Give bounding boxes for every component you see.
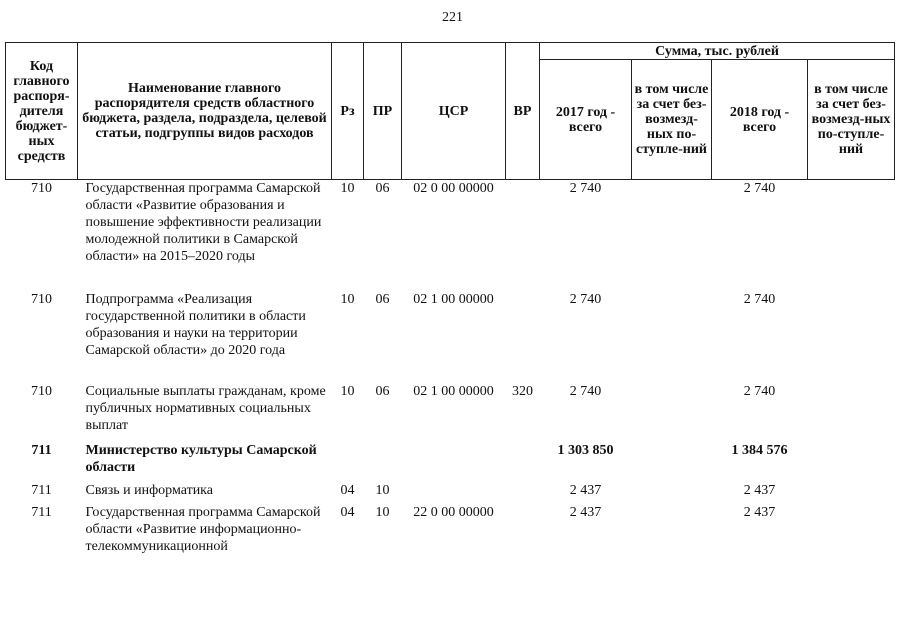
cell-csr: 02 1 00 00000 — [413, 383, 494, 399]
header-name: Наименование главного распорядителя средств областного бюджета, раздела, подраздела, целевой статьи, подгруппы видов расходов — [78, 43, 332, 180]
cell-2017-total: 1 303 850 — [557, 442, 614, 458]
cell-rz: 04 — [340, 482, 355, 498]
header-rz: Рз — [332, 43, 364, 180]
cell-name: Государственная программа Самарской области «Развитие образования и повышение эффективности реализации молодежной политики в Самарской области» на 2015–2020 годы — [85, 181, 322, 264]
header-pr: ПР — [364, 43, 402, 180]
cell-code: 711 — [31, 504, 52, 520]
cell-name: Социальные выплаты гражданам, кроме публичных нормативных социальных выплат — [85, 383, 326, 433]
cell-csr: 02 0 00 00000 — [413, 181, 494, 196]
cell-2017-total: 2 437 — [569, 504, 602, 520]
cell-rz: 10 — [340, 291, 355, 307]
cell-2017-free — [632, 291, 712, 383]
cell-pr: 06 — [375, 181, 390, 196]
header-vr: ВР — [506, 43, 540, 180]
table-row — [6, 180, 895, 291]
cell-pr: 06 — [375, 291, 390, 307]
cell-2017-total: 2 740 — [569, 383, 602, 399]
table-row — [6, 442, 895, 482]
cell-2017-free — [632, 180, 712, 291]
cell-2018-total: 2 740 — [743, 383, 776, 399]
cell-csr: 22 0 00 00000 — [413, 504, 494, 520]
cell-code: 710 — [31, 181, 52, 196]
cell-code: 711 — [31, 442, 52, 458]
cell-pr: 10 — [375, 482, 390, 498]
cell-vr — [506, 442, 540, 482]
cell-2018-total: 2 437 — [743, 482, 776, 498]
table-row — [6, 291, 895, 383]
cell-name: Государственная программа Самарской области «Развитие информационно-телекоммуникационной — [85, 504, 321, 554]
table-row — [6, 482, 895, 504]
cell-2018-free — [808, 383, 895, 442]
page-number: 221 — [442, 10, 463, 25]
cell-2017-free — [632, 442, 712, 482]
header-2018-total: 2018 год - всего — [712, 60, 808, 180]
cell-vr — [506, 180, 540, 291]
cell-2018-free — [808, 291, 895, 383]
table-body — [6, 180, 895, 576]
cell-rz: 04 — [340, 504, 355, 520]
cell-rz — [332, 442, 364, 482]
header-2018-free: в том числе за счет без-возмезд-ных по-ступле-ний — [808, 60, 895, 180]
cell-2018-total: 2 740 — [743, 291, 776, 307]
header-csr: ЦСР — [402, 43, 506, 180]
cell-2017-free — [632, 383, 712, 442]
cell-pr — [364, 442, 402, 482]
cell-code: 711 — [31, 482, 52, 498]
cell-vr — [506, 482, 540, 504]
cell-code: 710 — [31, 291, 52, 307]
cell-pr: 06 — [375, 383, 390, 399]
table-row — [6, 383, 895, 442]
cell-2018-total: 2 740 — [743, 181, 776, 196]
cell-rz: 10 — [340, 181, 355, 196]
cell-vr: 320 — [512, 383, 533, 399]
header-sum: Сумма, тыс. рублей — [540, 43, 895, 60]
cell-2017-total: 2 740 — [569, 181, 602, 196]
cell-2017-total: 2 740 — [569, 291, 602, 307]
cell-2018-free — [808, 442, 895, 482]
cell-2018-total: 1 384 576 — [731, 442, 788, 458]
table-row — [6, 504, 895, 576]
cell-csr: 02 1 00 00000 — [413, 291, 494, 307]
header-2017-total: 2017 год - всего — [540, 60, 632, 180]
cell-2017-free — [632, 482, 712, 504]
cell-name: Подпрограмма «Реализация государственной политики в области образования и науки на территории Самарской области» до 2020 года — [85, 291, 306, 358]
cell-csr — [402, 482, 506, 504]
cell-2018-free — [808, 482, 895, 504]
cell-vr — [506, 504, 540, 576]
cell-2017-free — [632, 504, 712, 576]
cell-2018-free — [808, 180, 895, 291]
cell-code: 710 — [31, 383, 52, 399]
cell-2018-total: 2 437 — [743, 504, 776, 520]
table-header — [6, 43, 895, 180]
cell-2018-free — [808, 504, 895, 576]
cell-name: Связь и информатика — [85, 482, 213, 498]
cell-pr: 10 — [375, 504, 390, 520]
header-code: Код главного распоря-дителя бюджет-ных средств — [6, 43, 78, 180]
cell-name: Министерство культуры Самарской области — [85, 442, 317, 475]
cell-2017-total: 2 437 — [569, 482, 602, 498]
budget-table — [5, 42, 895, 576]
cell-csr — [402, 442, 506, 482]
header-2017-free: в том числе за счет без-возмезд-ных по-ступле-ний — [632, 60, 712, 180]
cell-vr — [506, 291, 540, 383]
cell-rz: 10 — [340, 383, 355, 399]
